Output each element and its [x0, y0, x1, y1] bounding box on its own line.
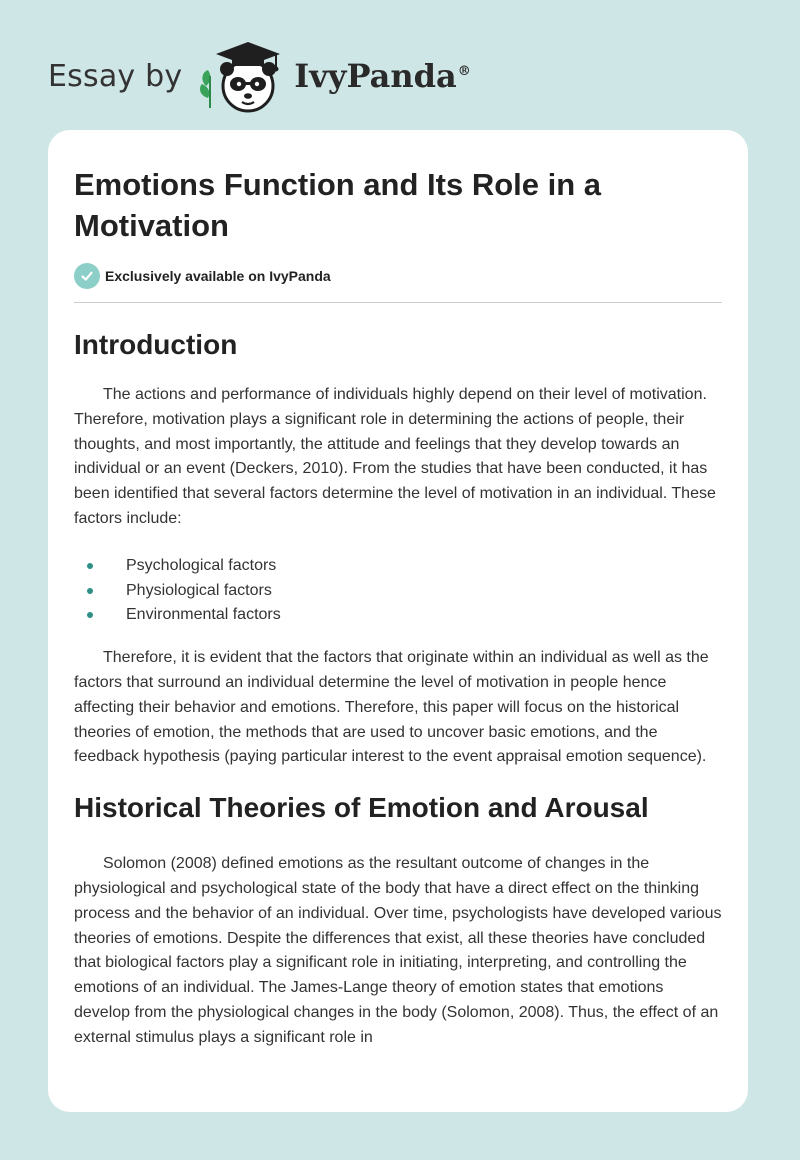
list-item-text: Psychological factors [126, 556, 277, 574]
site-header [48, 36, 471, 116]
essay-by-label: Essay by [48, 58, 183, 94]
factors-list [74, 554, 722, 628]
list-item-text: Environmental factors [126, 606, 281, 624]
essay-card [48, 130, 748, 1112]
brand-name-text: IvyPanda [294, 57, 457, 95]
check-circle-icon [74, 263, 100, 289]
list-item [74, 554, 722, 579]
section-heading-introduction: Introduction [74, 329, 238, 360]
bullet-dot-icon [87, 563, 93, 569]
historical-theories-paragraph-1: Solomon (2008) defined emotions as the resultant outcome of changes in the physiological and psychological state of the body that have a direct effect on the thinking process and the behavior of an individual. Over time, psychologists have developed various theories of emotions. Despite the differences that exist, all these theories have concluded that biological factors play a significant role in initiating, interpreting, and controlling the emotions of an individual. The James-Lange theory of emotion states that emotions develop from the physiological changes in the body (Solomon, 2008). Thus, the effect of an external stimulus plays a significant role in [74, 855, 722, 1046]
list-item [74, 603, 722, 628]
exclusive-badge [74, 262, 722, 290]
brand-name[interactable] [294, 57, 470, 95]
introduction-paragraph-2: Therefore, it is evident that the factors that originate within an individual as well as the factors that surround an individual determine the level of motivation in people hence affecting their behavior and emotions. Therefore, this paper will focus on the historical theories of emotion, the methods that are used to uncover basic emotions, and the feedback hypothesis (paying particular interest to the event appraisal emotion sequence). [74, 649, 709, 766]
registered-mark: ® [457, 64, 471, 80]
list-item [74, 579, 722, 604]
section-heading-historical-theories: Historical Theories of Emotion and Arousal [74, 792, 649, 824]
exclusive-badge-text: Exclusively available on IvyPanda [105, 268, 331, 284]
essay-title: Emotions Function and Its Role in a Motivation [74, 167, 602, 243]
title-divider [74, 302, 722, 303]
list-item-text: Physiological factors [126, 581, 272, 599]
bullet-dot-icon [87, 612, 93, 618]
bullet-dot-icon [87, 588, 93, 594]
panda-graduate-logo-icon[interactable] [196, 36, 288, 116]
introduction-paragraph-1: The actions and performance of individuals highly depend on their level of motivation. Therefore, motivation plays a significant role in determining the actions of people, their thoughts, and most importantly, the attitude and feelings that they develop towards an individual or an event (Deckers, 2010). From the studies that have been conducted, it has been identified that several factors determine the level of motivation in an individual. These factors include: [74, 386, 716, 527]
